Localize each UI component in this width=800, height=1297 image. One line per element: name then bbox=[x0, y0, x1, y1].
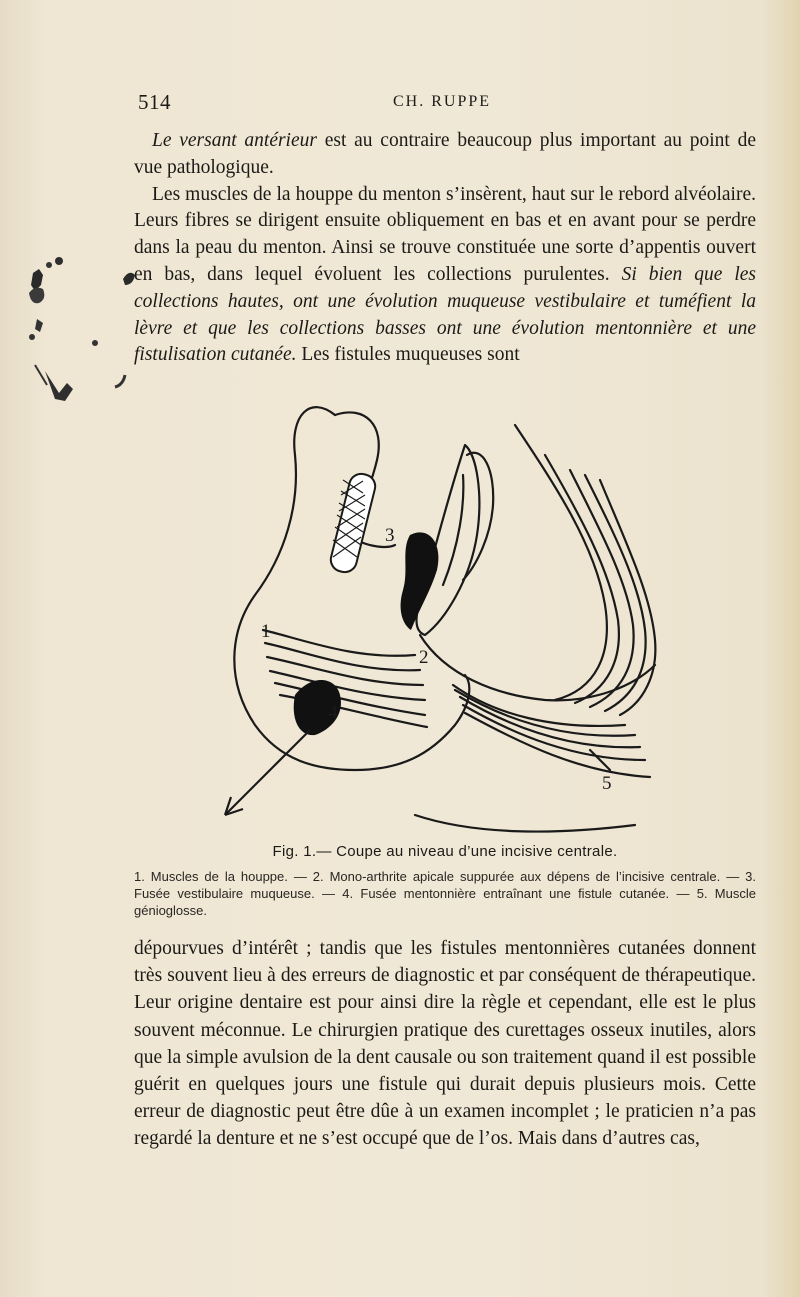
paragraph-anterior-slope bbox=[134, 128, 756, 182]
tooth-pulp bbox=[443, 475, 463, 585]
paragraph-fistulas: dépourvues d’intérêt ; tandis que les fistules mentonnières cutanées donnent très souvent lieu à des erreurs de diagnostic et par conséquent de thérapeutique. Leur origine dentaire est pour ainsi dire la règle et cependant, elle est le plus souvent méconnue. Le chirurgien pratique des curettages osseux inutiles, alors que la simple avulsion de la dent causale ou son traitement quand il est possible guérit en quelques jours une fistule qui durait depuis plusieurs mois. Cette erreur de diagnostic peut être dûe à un examen incomplet ; le praticien n’a pas regardé la denture et ne s’est occupé que de l’os. Mais dans d’autres cas, bbox=[134, 938, 756, 1150]
incisor-section-diagram bbox=[215, 385, 675, 835]
paragraph-text: Les muscles de la houppe du menton s’insèrent, haut sur le rebord alvéolaire. Leurs fibres se dirigent ensuite obliquement en bas et en avant pour se perdre dans la peau du menton. Ainsi se trouve constituée une sorte d’appentis ouvert en bas, dans lequel évoluent les collections purulentes. bbox=[134, 183, 756, 285]
figure-label-3: 3 bbox=[385, 525, 395, 546]
paragraph-muscles bbox=[134, 182, 756, 370]
houppe-fiber-1 bbox=[263, 630, 415, 656]
margin-ink-stains bbox=[25, 245, 135, 415]
figure-title: Fig. 1.— Coupe au niveau d’une incisive centrale. bbox=[272, 843, 618, 860]
anatomical-figure bbox=[215, 385, 675, 835]
running-head: CH. RUPPE bbox=[393, 93, 492, 110]
bone-lower-line bbox=[415, 815, 635, 832]
page-edge-shadow bbox=[762, 0, 800, 1297]
paragraph-text: est au contraire beaucoup plus important au point de vue pathologique. bbox=[134, 130, 756, 178]
figure-label-1: 1 bbox=[261, 621, 271, 642]
figure-label-4: 4 bbox=[328, 702, 338, 723]
fistula-arrow bbox=[225, 730, 310, 815]
page-header bbox=[138, 90, 758, 118]
bottom-text-block bbox=[134, 935, 756, 1153]
genioglossus-1 bbox=[515, 425, 607, 700]
figure-label-2: 2 bbox=[419, 647, 429, 668]
figure-legend: 1. Muscles de la houppe. — 2. Mono-arthrite apicale suppurée aux dépens de l’incisive centrale. — 3. Fusée vestibulaire muqueuse. — 4. Fusée mentonnière entraînant une fistule cutanée. — 5. Muscle génioglosse. bbox=[134, 869, 756, 918]
abscess-vestibular bbox=[401, 532, 439, 630]
lip-outline bbox=[234, 407, 469, 770]
top-text-block bbox=[134, 128, 756, 369]
italic-passage: Si bien que les collections hautes, ont une évolution muqueuse vestibulaire et tuméfient la lèvre et que les collections basses ont une évolution mentonnière et une fistulisation cutanée. bbox=[134, 263, 756, 366]
italic-phrase: Le versant antérieur bbox=[152, 130, 317, 151]
figure-caption bbox=[134, 843, 756, 919]
ink-stains-drawing bbox=[25, 245, 135, 415]
hatched-bone bbox=[328, 471, 377, 574]
page-number: 514 bbox=[138, 90, 171, 114]
figure-label-5: 5 bbox=[602, 773, 612, 794]
paragraph-text-tail: Les fistules muqueuses sont bbox=[296, 344, 520, 366]
